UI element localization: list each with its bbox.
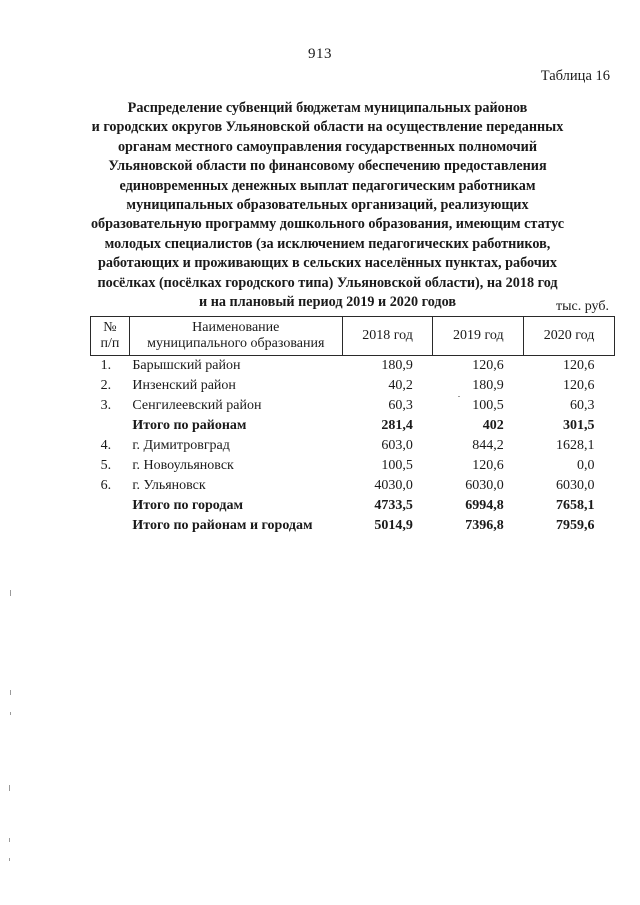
row-name: Итого по городам: [132, 498, 244, 513]
table-total-row: [91, 416, 615, 436]
value-2018: 180,9: [381, 358, 413, 373]
value-2020: 7658,1: [556, 498, 595, 513]
value-2019: 6994,8: [465, 498, 504, 513]
value-2020: 60,3: [570, 398, 595, 413]
value-2019: 180,9: [472, 378, 504, 393]
value-2020: 7959,6: [556, 518, 595, 533]
value-2018: 5014,9: [374, 518, 413, 533]
header-2019: 2019 год: [433, 317, 524, 356]
row-number: 4.: [100, 438, 112, 453]
value-2018: 4030,0: [374, 478, 413, 493]
title-line: органам местного самоуправления государственных полномочий: [117, 138, 538, 155]
table-total-row: [91, 516, 615, 536]
value-2019: 7396,8: [465, 518, 504, 533]
header-2018: 2018 год: [342, 317, 433, 356]
row-number: 6.: [100, 478, 112, 493]
value-2020: 301,5: [563, 418, 595, 433]
header-number: [91, 317, 130, 356]
title-line: единовременных денежных выплат педагогическим работникам: [119, 177, 536, 194]
value-2018: 603,0: [381, 438, 413, 453]
row-name: Барышский район: [132, 358, 241, 373]
row-number: 5.: [100, 458, 112, 473]
value-2020: 0,0: [577, 458, 595, 473]
row-name: Инзенский район: [132, 378, 236, 393]
value-2019: 402: [482, 418, 504, 433]
row-number: 2.: [100, 378, 112, 393]
value-2018: 4733,5: [374, 498, 413, 513]
row-name: Сенгилеевский район: [132, 398, 262, 413]
row-name: Итого по районам: [132, 418, 247, 433]
table-header-row: [91, 317, 615, 356]
table-row: [91, 436, 615, 456]
row-number: 1.: [100, 358, 112, 373]
header-number-line1: №: [103, 320, 117, 335]
row-number: [91, 516, 130, 536]
row-name: Итого по районам и городам: [132, 518, 313, 533]
row-name: г. Димитровград: [132, 438, 230, 453]
table-total-row: [91, 496, 615, 516]
table-row: [91, 396, 615, 416]
row-number: [91, 496, 130, 516]
row-number: 3.: [100, 398, 112, 413]
header-number-line2: п/п: [100, 336, 120, 351]
value-2020: 120,6: [563, 378, 595, 393]
table-row: [91, 456, 615, 476]
value-2019: 100,5: [472, 398, 504, 413]
value-2020: 6030,0: [556, 478, 595, 493]
title-line: молодых специалистов (за исключением педагогических работников,: [104, 235, 551, 252]
value-2018: 281,4: [381, 418, 413, 433]
header-name-line1: Наименование: [192, 320, 280, 335]
value-2019: 6030,0: [465, 478, 504, 493]
header-name-line2: муниципального образования: [147, 336, 325, 351]
page-number: 913: [308, 46, 332, 62]
table-row: [91, 476, 615, 496]
table-label: Таблица 16: [540, 68, 610, 84]
value-2018: 60,3: [388, 398, 413, 413]
document-title: [90, 99, 565, 312]
title-line: Распределение субвенций бюджетам муниципальных районов: [127, 100, 528, 116]
header-2020: 2020 год: [524, 317, 615, 356]
value-2020: 120,6: [563, 358, 595, 373]
table-body: [91, 356, 615, 537]
units-label: тыс. руб.: [556, 299, 609, 314]
title-line: посёлках (посёлках городского типа) Ульяновской области), на 2018 год: [97, 274, 558, 291]
row-name: г. Ульяновск: [132, 478, 206, 493]
row-name: г. Новоульяновск: [132, 458, 234, 473]
title-line: и на плановый период 2019 и 2020 годов: [198, 294, 456, 311]
table-row: [91, 356, 615, 377]
title-line: муниципальных образовательных организаций, реализующих: [126, 197, 529, 214]
table-row: [91, 376, 615, 396]
subsidy-table: [90, 316, 615, 536]
value-2019: 120,6: [472, 458, 504, 473]
value-2020: 1628,1: [556, 438, 595, 453]
title-line: Ульяновской области по финансовому обеспечению предоставления: [108, 158, 547, 175]
title-line: работающих и проживающих в сельских населённых пунктах, рабочих: [97, 255, 558, 272]
value-2018: 100,5: [381, 458, 413, 473]
value-2019: 844,2: [472, 438, 504, 453]
value-2018: 40,2: [388, 378, 413, 393]
header-name: [129, 317, 342, 356]
title-line: и городских округов Ульяновской области на осуществление переданных: [91, 119, 564, 136]
title-line: образовательную программу дошкольного образования, имеющим статус: [90, 216, 565, 233]
value-2019: 120,6: [472, 358, 504, 373]
row-number: [91, 416, 130, 436]
